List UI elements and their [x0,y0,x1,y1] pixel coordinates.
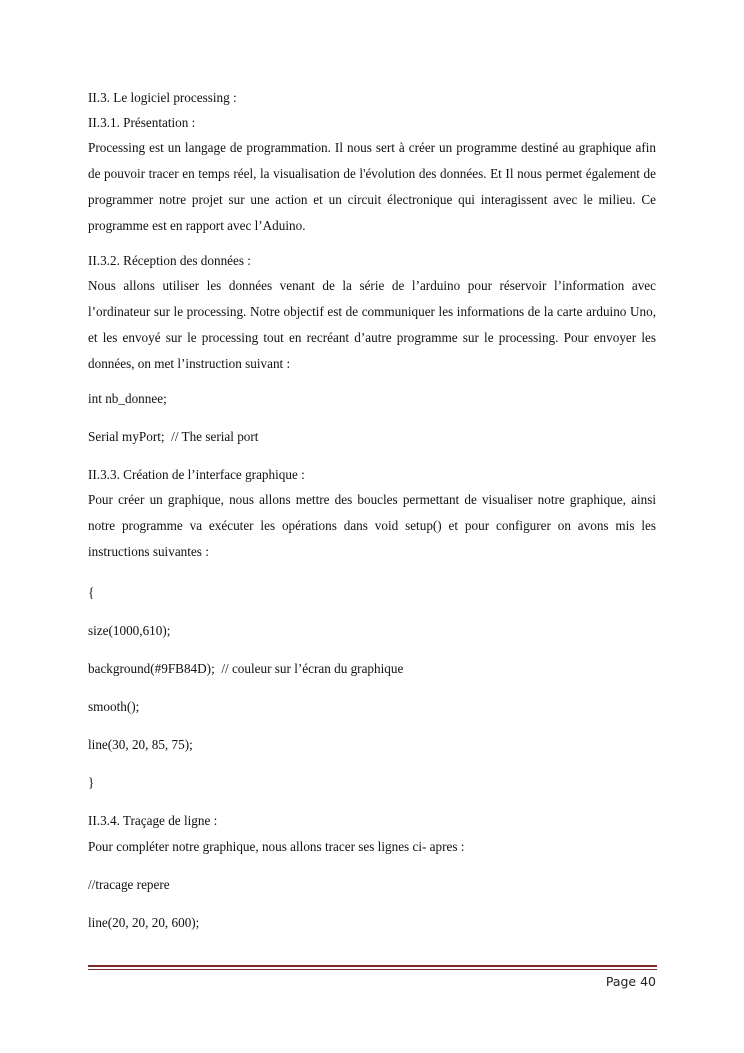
code-line: size(1000,610); [88,623,171,638]
code-line: { [88,585,95,600]
code-line: line(30, 20, 85, 75); [88,737,193,752]
subsection-heading-tracage-ligne: II.3.4. Traçage de ligne : [88,813,218,828]
paragraph-reception-donnees: Nous allons utiliser les données venant de la série de l’arduino pour réservoir l’information avec l’ordinateur sur le processing. Notre objectif est de communiquer les informations de la carte arduino Uno, et les envoyé sur le processing tout en recréant d’autre programme sur le processing. Pour envoyer les données, on met l’instruction suivant : [88,278,656,371]
code-line: } [88,775,95,790]
subsection-heading-reception-donnees: II.3.2. Réception des données : [88,253,251,268]
code-line: smooth(); [88,699,140,714]
code-line: line(20, 20, 20, 600); [88,915,200,930]
footer-rule-thin [88,969,657,970]
subsection-heading-presentation: II.3.1. Présentation : [88,115,196,130]
code-line: Serial myPort; // The serial port [88,429,259,444]
section-heading-logiciel-processing: II.3. Le logiciel processing : [88,90,237,105]
paragraph-creation-interface: Pour créer un graphique, nous allons mettre des boucles permettant de visualiser notre graphique, ainsi notre programme va exécuter les opérations dans void setup() et pour configurer on avons mis les instructions suivantes : [88,492,656,559]
page-number: Page 40 [605,974,656,989]
paragraph-presentation: Processing est un langage de programmation. Il nous sert à créer un programme destiné au graphique afin de pouvoir tracer en temps réel, la visualisation de l'évolution des données. Et Il nous permet également de programmer notre projet sur une action et un circuit électronique qui interagissent avec le milieu. Ce programme est en rapport avec l’Aduino. [88,140,656,233]
subsection-heading-creation-interface: II.3.3. Création de l’interface graphique : [88,467,305,482]
code-line: //tracage repere [88,877,170,892]
code-line: background(#9FB84D); // couleur sur l’écran du graphique [88,661,404,676]
paragraph-tracage-ligne: Pour compléter notre graphique, nous allons tracer ses lignes ci- apres : [88,839,465,854]
page-content [88,88,656,933]
footer-rule-thick [88,965,657,967]
code-line: int nb_donnee; [88,391,167,406]
